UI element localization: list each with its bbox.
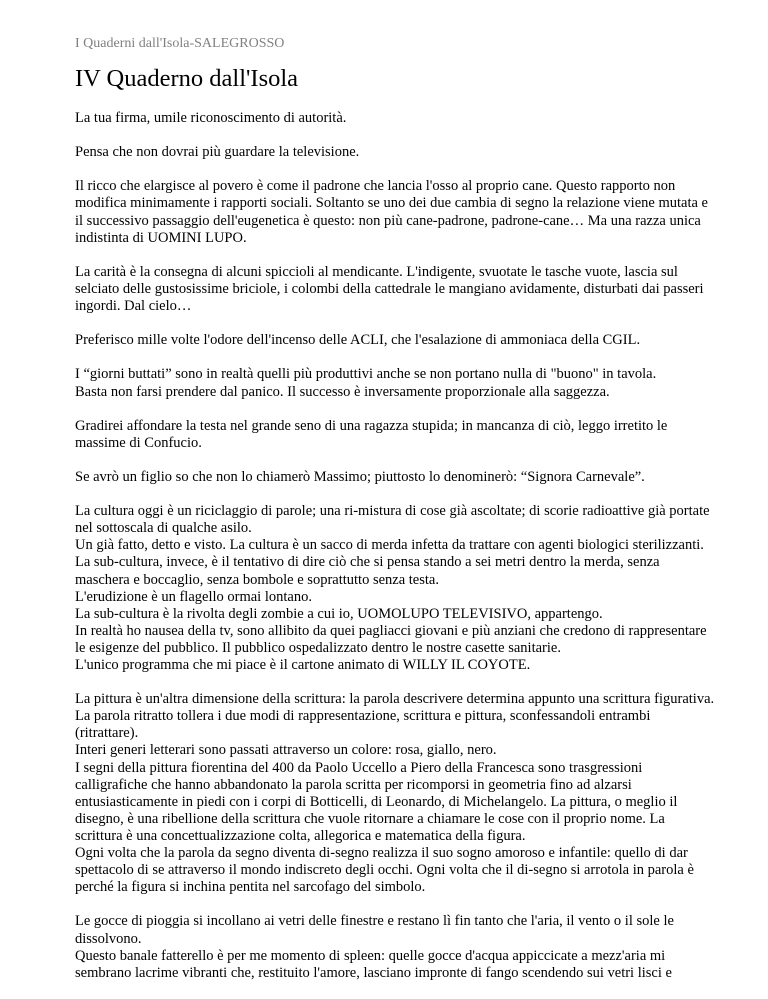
- paragraph: [75, 110, 715, 127]
- paragraph: [75, 913, 715, 981]
- paragraph: [75, 418, 715, 452]
- paragraph-line: La tua firma, umile riconoscimento di autorità.: [75, 110, 347, 126]
- paragraph-line: La sub-cultura è la rivolta degli zombie a cui io, UOMOLUPO TELEVISIVO, appartengo.: [75, 605, 603, 622]
- paragraph-line: Le gocce di pioggia si incollano ai vetri delle finestre e restano lì fin tanto che l'aria, il vento o il sole le dissolvono.: [75, 913, 674, 947]
- paragraph-line: In realtà ho nausea della tv, sono allibito da quei pagliacci giovani e più anziani che credono di rappresentare le esigenze del pubblico. Il pubblico ospedalizzato dentro le nostre casette sanitarie.: [75, 622, 707, 656]
- paragraph-line: Pensa che non dovrai più guardare la televisione.: [75, 144, 360, 161]
- running-header: I Quaderni dall'Isola-SALEGROSSO: [75, 36, 285, 51]
- paragraph-line: Il ricco che elargisce al povero è come il padrone che lancia l'osso al proprio cane. Questo rapporto non modifica minimamente i rapporti sociali. Soltanto se uno dei due cambia di segno la relazione viene mutata e il successivo passaggio dell'eugenetica è questo: non più cane-padrone, padrone-cane… Ma una razza unica indistinta di UOMINI LUPO.: [75, 178, 708, 246]
- paragraph-line: L'erudizione è un flagello ormai lontano.: [75, 588, 312, 605]
- paragraph: [75, 264, 715, 315]
- paragraph-line: La carità è la consegna di alcuni spiccioli al mendicante. L'indigente, svuotate le tasche vuote, lascia sul selciato delle gustosissime briciole, i colombi della cattedrale le mangiano avidamente, disturbati dai passeri ingordi. Dal cielo…: [75, 263, 704, 315]
- paragraph: [75, 332, 715, 349]
- paragraph-line: Ogni volta che la parola da segno diventa di-segno realizza il suo sogno amoroso e infantile: quello di dar spettacolo di se attraverso il mondo indiscreto degli occhi. Ogni volta che il di-segno si arrotola in parola è perché la figura si inchina pentita nel sarcofago del simbolo.: [75, 845, 694, 896]
- paragraph-line: Gradirei affondare la testa nel grande seno di una ragazza stupida; in mancanza di ciò, leggo irretito le massime di Confucio.: [75, 417, 668, 451]
- paragraph-line: I “giorni buttati” sono in realtà quelli più produttivi anche se non portano nulla di "buono" in tavola.: [75, 366, 657, 383]
- page-title: IV Quaderno dall'Isola: [75, 65, 299, 92]
- paragraph-line: La parola ritratto tollera i due modi di rappresentazione, scrittura e pittura, sconfessandoli entrambi (ritrattare).: [75, 708, 651, 742]
- paragraph-line: L'unico programma che mi piace è il cartone animato di WILLY IL COYOTE.: [75, 657, 531, 673]
- paragraph: [75, 178, 715, 246]
- paragraph-line: I segni della pittura fiorentina del 400 da Paolo Uccello a Piero della Francesca sono trasgressioni calligrafiche che hanno abbandonato la parola scritta per ricomporsi in geometria fino ad alzarsi entusiasticamente in piedi con i corpi di Botticelli, di Leonardo, di Michelangelo. La pittura, o meglio il disegno, è una ribellione della scrittura che vuole ritornare a chiamare le cose con il proprio nome. La scrittura è una concettualizzazione colta, allegorica e matematica della figura.: [75, 759, 678, 844]
- paragraph-line: Se avrò un figlio so che non lo chiamerò Massimo; piuttosto lo denominerò: “Signora Carnevale”.: [75, 468, 645, 485]
- paragraph-line: La cultura oggi è un riciclaggio di parole; una ri-mistura di cose già ascoltate; di scorie radioattive già portate nel sottoscala di qualche asilo.: [75, 503, 710, 537]
- paragraph: [75, 503, 715, 674]
- paragraph-line: Interi generi letterari sono passati attraverso un colore: rosa, giallo, nero.: [75, 742, 497, 759]
- paragraph: [75, 366, 715, 400]
- paragraph-line: La pittura è un'altra dimensione della scrittura: la parola descrivere determina appunto una scrittura figurativa.: [75, 691, 715, 708]
- paragraph-line: Questo banale fatterello è per me momento di spleen: quelle gocce d'acqua appiccicate a mezz'aria mi sembrano lacrime vibranti che, restituito l'amore, lasciano impronte di fango scendendo sui vetri lisci e: [75, 947, 672, 981]
- paragraph: [75, 469, 715, 486]
- paragraph: [75, 691, 715, 896]
- paragraph-line: Un già fatto, detto e visto. La cultura è un sacco di merda infetta da trattare con agenti biologici sterilizzanti. La sub-cultura, invece, è il tentativo di dire ciò che si pensa stando a sei metri dentro la merda, senza maschera e boccaglio, senza bombole e soprattutto senza testa.: [75, 537, 704, 588]
- paragraph-line: Preferisco mille volte l'odore dell'incenso delle ACLI, che l'esalazione di ammoniaca della CGIL.: [75, 332, 641, 349]
- paragraph: [75, 144, 715, 161]
- paragraph-line: Basta non farsi prendere dal panico. Il successo è inversamente proporzionale alla saggezza.: [75, 383, 610, 400]
- document-body: [75, 110, 715, 999]
